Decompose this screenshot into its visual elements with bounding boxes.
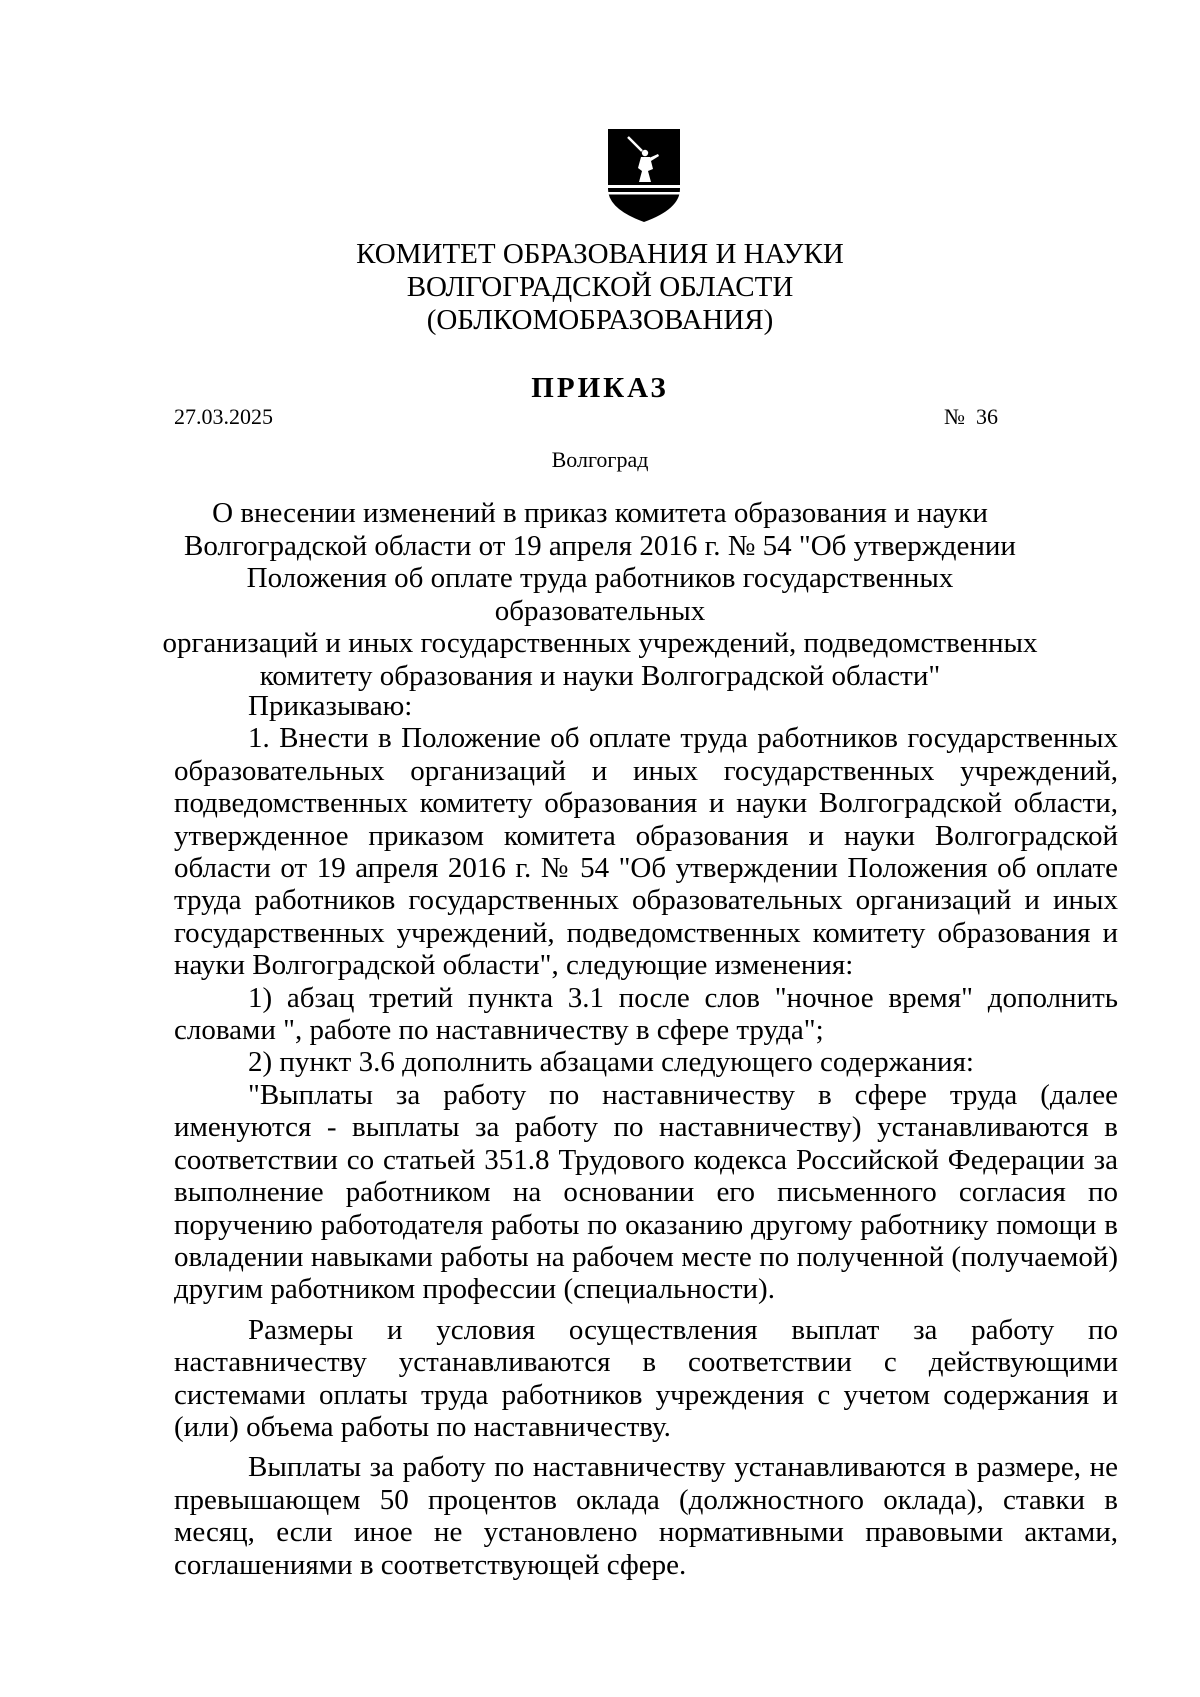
order-city: Волгоград	[551, 447, 649, 472]
body-paragraph: Размеры и условия осуществления выплат за работу по наставничеству устанавливаются в соответствии с действующими системами оплаты труда работников учреждения с учетом содержания и (или) объема работы по наставничеству.	[174, 1313, 1118, 1443]
organization-name-line: (ОБЛКОМОБРАЗОВАНИЯ)	[426, 304, 774, 336]
body-paragraph: "Выплаты за работу по наставничеству в сфере труда (далее именуются - выплаты за работу по наставничеству) устанавливаются в соответствии со статьей 351.8 Трудового кодекса Российской Федерации за выполнение работником на основании его письменного согласия по поручению работодателя работы по оказанию другому работнику помощи в овладении навыками работы на рабочем месте по полученной (получаемой) другим работником профессии (специальности).	[174, 1078, 1118, 1306]
volgograd-coat-of-arms-icon	[604, 127, 684, 224]
order-title-line: Волгоградской области от 19 апреля 2016 г. № 54 "Об утверждении	[184, 529, 1016, 562]
order-title-line: комитету образования и науки Волгоградской области"	[259, 659, 941, 692]
organization-name-line: КОМИТЕТ ОБРАЗОВАНИЯ И НАУКИ	[356, 238, 844, 270]
body-paragraph: Выплаты за работу по наставничеству устанавливаются в размере, не превышающем 50 процентов оклада (должностного оклада), ставки в месяц, если иное не установлено нормативными правовыми актами, соглашениями в соответствующей сфере.	[174, 1451, 1118, 1581]
organization-name-line: ВОЛГОГРАДСКОЙ ОБЛАСТИ	[406, 271, 794, 303]
body-paragraph: 1. Внести в Положение об оплате труда работников государственных образовательных организаций и иных государственных учреждений, подведомственных комитету образования и науки Волгоградской области, утвержденное приказом комитета образования и науки Волгоградской области от 19 апреля 2016 г. № 54 "Об утверждении Положения об оплате труда работников государственных образовательных организаций и иных государственных учреждений, подведомственных комитету образования и науки Волгоградской области", следующие изменения:	[174, 722, 1118, 982]
order-body	[174, 690, 1118, 1581]
order-date: 27.03.2025	[174, 404, 273, 429]
order-title-line: О внесении изменений в приказ комитета образования и науки	[212, 497, 988, 529]
body-paragraph: 1) абзац третий пункта 3.1 после слов "ночное время" дополнить словами ", работе по наставничеству в сфере труда";	[174, 981, 1118, 1047]
order-title	[160, 497, 1040, 692]
organization-name	[0, 238, 1200, 337]
body-paragraph-directive: Приказываю:	[248, 690, 413, 722]
body-paragraph: 2) пункт 3.6 дополнить абзацами следующего содержания:	[248, 1046, 974, 1079]
document-type: ПРИКАЗ	[531, 372, 669, 404]
order-title-line: Положения об оплате труда работников государственных образовательных	[246, 562, 954, 627]
order-number: № 36	[944, 404, 998, 429]
order-title-line: организаций и иных государственных учреждений, подведомственных	[162, 627, 1038, 659]
